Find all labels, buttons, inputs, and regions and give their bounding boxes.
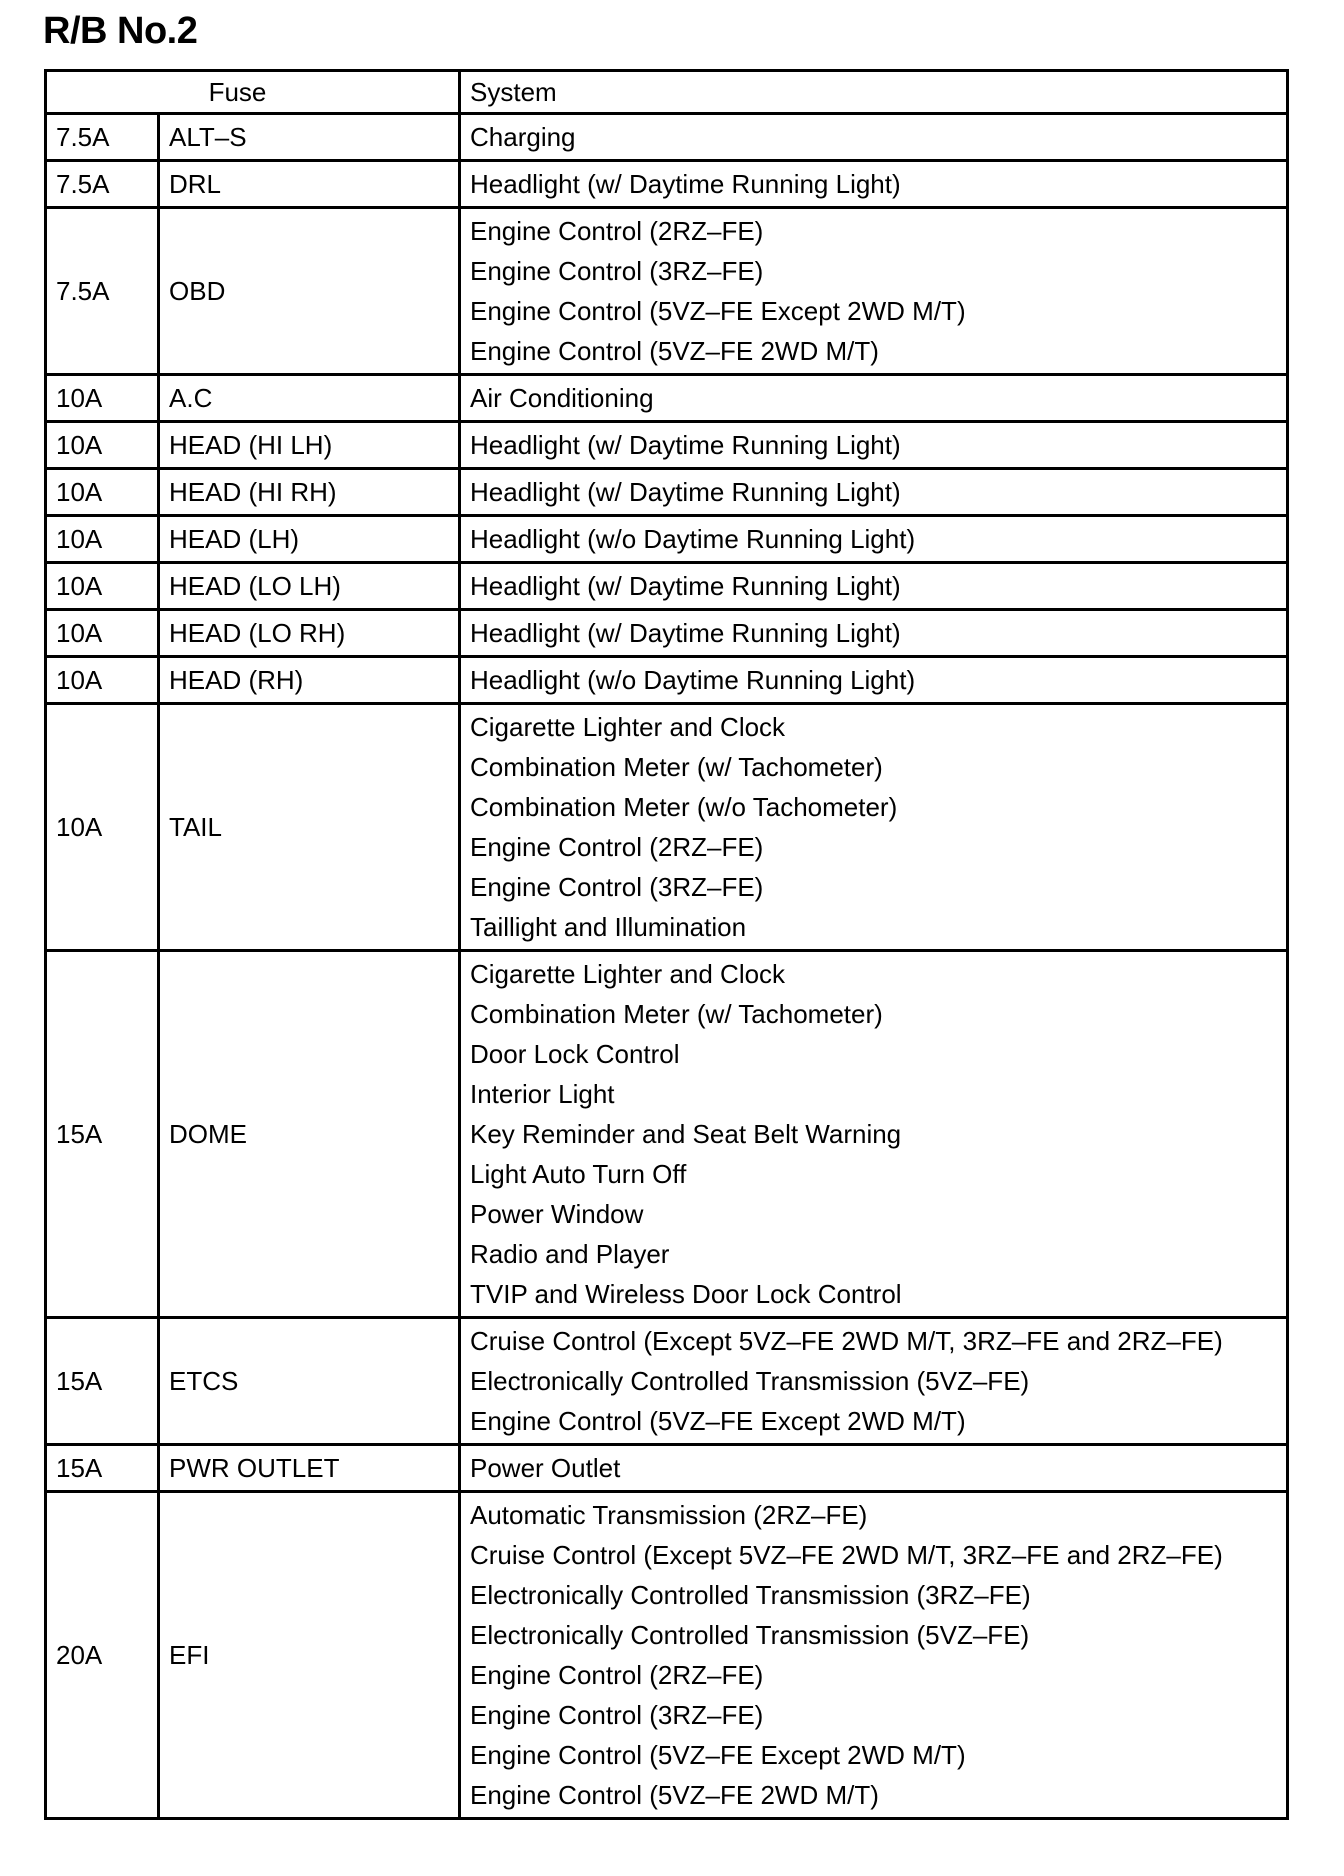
fuse-amperage: 10A (46, 375, 159, 422)
fuse-amperage: 7.5A (46, 114, 159, 161)
table-row (46, 704, 1288, 951)
system-entry: Cruise Control (Except 5VZ–FE 2WD M/T, 3RZ–FE and 2RZ–FE) (470, 1326, 1223, 1356)
system-entry: Electronically Controlled Transmission (3RZ–FE) (470, 1580, 1031, 1610)
system-cell (460, 422, 1288, 469)
system-cell (460, 516, 1288, 563)
system-entry: Cigarette Lighter and Clock (470, 959, 786, 989)
table-row (46, 1492, 1288, 1819)
system-entry: Electronically Controlled Transmission (5VZ–FE) (470, 1620, 1030, 1650)
fuse-amperage: 10A (46, 516, 159, 563)
table-row (46, 208, 1288, 375)
fuse-name: DOME (159, 951, 460, 1318)
table-row (46, 375, 1288, 422)
system-entry: Combination Meter (w/o Tachometer) (470, 792, 898, 822)
fuse-name: HEAD (LH) (159, 516, 460, 563)
fuse-amperage: 10A (46, 704, 159, 951)
system-cell (460, 951, 1288, 1318)
system-entry: Headlight (w/ Daytime Running Light) (470, 571, 901, 601)
fuse-amperage: 7.5A (46, 161, 159, 208)
system-entry: Engine Control (3RZ–FE) (470, 256, 764, 286)
fuse-name: ETCS (159, 1318, 460, 1445)
system-column-header: System (460, 71, 1288, 114)
fuse-table (44, 69, 1289, 1820)
system-cell (460, 657, 1288, 704)
system-entry: Headlight (w/o Daytime Running Light) (470, 665, 916, 695)
system-entry: Radio and Player (470, 1239, 670, 1269)
system-entry: Door Lock Control (470, 1039, 680, 1069)
system-entry: Cruise Control (Except 5VZ–FE 2WD M/T, 3RZ–FE and 2RZ–FE) (470, 1540, 1223, 1570)
system-cell (460, 208, 1288, 375)
table-row (46, 422, 1288, 469)
system-entry: Power Window (470, 1199, 644, 1229)
system-entry: Headlight (w/ Daytime Running Light) (470, 477, 901, 507)
fuse-name: HEAD (LO LH) (159, 563, 460, 610)
table-row (46, 1318, 1288, 1445)
fuse-column-header: Fuse (46, 71, 460, 114)
system-entry: Headlight (w/ Daytime Running Light) (470, 169, 901, 199)
system-cell (460, 114, 1288, 161)
fuse-amperage: 15A (46, 1318, 159, 1445)
fuse-name: TAIL (159, 704, 460, 951)
system-entry: Engine Control (5VZ–FE 2WD M/T) (470, 1780, 879, 1810)
system-entry: Headlight (w/ Daytime Running Light) (470, 430, 901, 460)
system-entry: Engine Control (5VZ–FE Except 2WD M/T) (470, 1740, 966, 1770)
fuse-name: DRL (159, 161, 460, 208)
fuse-name: PWR OUTLET (159, 1445, 460, 1492)
table-row (46, 951, 1288, 1318)
system-entry: Engine Control (2RZ–FE) (470, 1660, 764, 1690)
fuse-name: HEAD (LO RH) (159, 610, 460, 657)
system-cell (460, 1445, 1288, 1492)
fuse-name: HEAD (HI LH) (159, 422, 460, 469)
system-entry: Engine Control (3RZ–FE) (470, 872, 764, 902)
fuse-name: OBD (159, 208, 460, 375)
table-row (46, 114, 1288, 161)
table-row (46, 563, 1288, 610)
fuse-amperage: 10A (46, 657, 159, 704)
system-entry: TVIP and Wireless Door Lock Control (470, 1279, 902, 1309)
table-header-row (46, 71, 1288, 114)
system-entry: Engine Control (3RZ–FE) (470, 1700, 764, 1730)
table-row (46, 610, 1288, 657)
table-row (46, 1445, 1288, 1492)
fuse-table-body (46, 114, 1288, 1819)
system-cell (460, 1318, 1288, 1445)
system-cell (460, 375, 1288, 422)
system-entry: Engine Control (2RZ–FE) (470, 832, 764, 862)
system-entry: Engine Control (5VZ–FE Except 2WD M/T) (470, 1406, 966, 1436)
system-entry: Headlight (w/o Daytime Running Light) (470, 524, 916, 554)
system-entry: Engine Control (5VZ–FE Except 2WD M/T) (470, 296, 966, 326)
system-entry: Interior Light (470, 1079, 615, 1109)
table-row (46, 161, 1288, 208)
system-cell (460, 469, 1288, 516)
system-entry: Key Reminder and Seat Belt Warning (470, 1119, 902, 1149)
system-entry: Power Outlet (470, 1453, 621, 1483)
fuse-amperage: 15A (46, 951, 159, 1318)
system-entry: Combination Meter (w/ Tachometer) (470, 752, 883, 782)
fuse-name: HEAD (HI RH) (159, 469, 460, 516)
table-row (46, 657, 1288, 704)
system-entry: Taillight and Illumination (470, 912, 747, 942)
system-entry: Automatic Transmission (2RZ–FE) (470, 1500, 868, 1530)
fuse-amperage: 10A (46, 469, 159, 516)
table-row (46, 516, 1288, 563)
fuse-amperage: 10A (46, 563, 159, 610)
fuse-amperage: 15A (46, 1445, 159, 1492)
system-entry: Air Conditioning (470, 383, 654, 413)
system-cell (460, 704, 1288, 951)
fuse-amperage: 10A (46, 422, 159, 469)
page-title: R/B No.2 (43, 10, 198, 52)
fuse-name: A.C (159, 375, 460, 422)
fuse-amperage: 10A (46, 610, 159, 657)
system-entry: Engine Control (5VZ–FE 2WD M/T) (470, 336, 879, 366)
system-entry: Headlight (w/ Daytime Running Light) (470, 618, 901, 648)
system-entry: Combination Meter (w/ Tachometer) (470, 999, 883, 1029)
system-entry: Electronically Controlled Transmission (5VZ–FE) (470, 1366, 1030, 1396)
fuse-amperage: 7.5A (46, 208, 159, 375)
system-entry: Light Auto Turn Off (470, 1159, 687, 1189)
fuse-name: ALT–S (159, 114, 460, 161)
system-cell (460, 1492, 1288, 1819)
system-cell (460, 610, 1288, 657)
system-cell (460, 563, 1288, 610)
table-row (46, 469, 1288, 516)
fuse-name: HEAD (RH) (159, 657, 460, 704)
system-cell (460, 161, 1288, 208)
fuse-name: EFI (159, 1492, 460, 1819)
system-entry: Cigarette Lighter and Clock (470, 712, 786, 742)
fuse-amperage: 20A (46, 1492, 159, 1819)
system-entry: Engine Control (2RZ–FE) (470, 216, 764, 246)
system-entry: Charging (470, 122, 576, 152)
